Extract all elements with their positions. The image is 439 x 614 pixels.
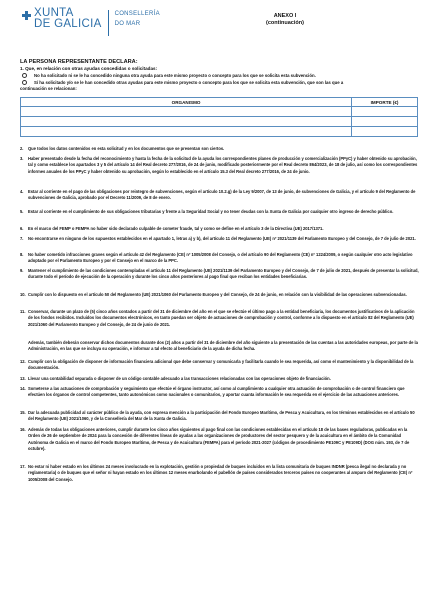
option-other-aid[interactable] — [34, 80, 429, 85]
annex-heading — [230, 13, 340, 27]
list-item — [20, 386, 420, 399]
item-text: Mantener el cumplimiento de las condiciones contempladas el artículo 11 del Reglamento (UE) 2021/1139 del Parlamento Europeo y del Consejo, de 7 de julio de 2021, después de presentar la solicitud, durante todo el período de ejecución de la operación y durante los cinco años posteriores al pago final que reciban los entidades beneficiarias. — [28, 268, 419, 280]
radio-other-aid[interactable] — [22, 80, 27, 85]
logo-line1: XUNTA — [34, 7, 74, 19]
list-item — [20, 226, 420, 232]
logo-divider — [108, 10, 109, 36]
list-item — [20, 376, 420, 382]
item-number: 3. — [20, 156, 24, 161]
xunta-cross-icon — [22, 11, 31, 20]
item-text: No encontrarse en ninguno de los supuestos establecidos en el apartado 1, letras a) y b), del artículo 11 del Reglamento (UE) nº 2021/1139 del Parlamento Europeo y del Consejo, de 7 de julio de 2021. — [28, 236, 416, 241]
organismo-cell[interactable] — [21, 127, 352, 137]
importe-cell[interactable] — [352, 107, 418, 117]
item-number: 17. — [20, 464, 26, 469]
option-no-other-aid-label: No ha solicitado ni se le ha concedido ninguna otra ayuda para este mismo proyecto o concepto para los que se solicita esta subvención. — [34, 73, 316, 78]
col-organismo: ORGANISMO — [21, 98, 352, 107]
table-row — [21, 107, 418, 117]
option-other-aid-label-cont: continuación se relacionan: — [20, 86, 77, 91]
list-item — [20, 189, 420, 202]
annex-title: ANEXO I — [273, 13, 297, 19]
list-item — [20, 146, 420, 152]
question-1: 1. Que, en relación con otras ayudas concedidas o solicitadas: — [20, 66, 158, 71]
list-item — [20, 359, 420, 372]
option-other-aid-label: Sí ha solicitado y/o se le han concedido otras ayudas para este mismo proyecto o concepto para los que se solicita esta subvención, que son las que a — [34, 80, 344, 85]
item-number: 16. — [20, 427, 26, 432]
item-number: 11. — [20, 309, 26, 314]
item-number — [20, 340, 28, 353]
list-item — [20, 268, 420, 281]
importe-cell[interactable] — [352, 127, 418, 137]
organismo-cell[interactable] — [21, 117, 352, 127]
item-text: Además de todas las obligaciones anteriores, cumplir durante los cinco años siguientes al pago final con las condiciones establecidas en el artículo 18 de las bases reguladoras, publicadas en la Orden de 26 de septiembre de 2024 para la concesión de diferentes líneas de ayudas a las organizaciones de productores del sector pesquero y de la acuicultura en el ámbito de la Comunidad Autónoma de Galicia en el marco del Fondo Europeo Marítimo, de Pesca y de Acuicultura (FEMPA) para el período 2021-2027 (códigos de procedimiento PE109C y PE109D) (DOG núm. 193, de 7 de octubre). — [28, 427, 410, 452]
item-number: 10. — [20, 292, 26, 297]
item-text: Estar al corriente en el pago de las obligaciones por reintegro de subvenciones, según el artículo 10.2.g) de la Ley 9/2007, de 13 de junio, de subvenciones de Galicia, y el artículo 9 del Reglamento de subvenciones de Galicia, aprobado por el Decreto 11/2009, de 8 de enero. — [28, 189, 416, 201]
col-importe: IMPORTE (€) — [352, 98, 418, 107]
section-title: LA PERSONA REPRESENTANTE DECLARA: — [20, 59, 138, 65]
item-text: Estar al corriente en el cumplimiento de sus obligaciones tributarias y frente a la Seguridad Social y no tener deudas con la Xunta de Galicia por cualquier otro ingreso de derecho público. — [28, 209, 394, 214]
list-item — [20, 340, 420, 353]
item-number: 8. — [20, 252, 24, 257]
list-item — [20, 156, 420, 175]
item-text: Cumplir con la obligación de disponer de información financiera adicional que debe conservar y comunicarla y facilitarla cuando le sea requerida, así como el mantenimiento y la disponibilidad de la documentación. — [28, 359, 414, 371]
item-text: Haber presentado desde la fecha del reconocimiento y hasta la fecha de la solicitud de la ayuda los correspondientes planes de producción y comercialización (PPyC) y haber obtenido su aprobación, tal y como establece los apartados 3 y 5 del artículo 14 del Real decreto 277/2016, de 24 de junio, modificado posteriormente por el Real decreto 864/2023, de 18 de julio, así como los correspondientes informes anuales de los PPyC y haber obtenido su aprobación, según lo establecido en el artículo 15.3 del Real decreto 277/2016, de 24 de junio. — [28, 156, 418, 174]
table-row — [21, 127, 418, 137]
table-row — [21, 117, 418, 127]
annex-subtitle: (continuación) — [266, 20, 304, 26]
list-item — [20, 427, 420, 453]
logo-line2: DE GALICIA — [34, 18, 102, 30]
aid-table-header — [21, 98, 418, 107]
item-number: 4. — [20, 189, 24, 194]
list-item — [20, 209, 420, 215]
item-number: 5. — [20, 209, 24, 214]
dept-line1: CONSELLERÍA — [114, 11, 160, 17]
item-text: Cumplir con lo dispuesto en el artículo 50 del Reglamento (UE) 2021/1060 del Parlamento Europeo y del Consejo, de 24 de junio, en relación con la visibilidad de las operaciones subvencionadas. — [28, 292, 407, 297]
item-text: Someterse a las actuaciones de comprobación y seguimiento que efectúe el órgano instructor, así como al cumplimiento a cualquier otra actuación de comprobación o de control financiero que efectúen los órganos de control competentes, tanto autonómicos como nacionales o comunitarios, y aportar cuanta información le sea requerida en el ejercicio de las actuaciones anteriores. — [28, 386, 405, 398]
item-number: 9. — [20, 268, 24, 273]
list-item — [20, 464, 420, 483]
item-text: Llevar una contabilidad separada o disponer de un código contable adecuado a las transacciones relacionadas con las operaciones objeto de financiación. — [28, 376, 331, 381]
list-item — [20, 252, 420, 265]
aid-table — [20, 97, 418, 137]
item-text: Además, también deberán conservar dichos documentos durante dos (2) años a partir del 31 de diciembre del año siguiente a la presentación de las cuentas a las autoridades europeas, por parte de la Administración, en las que se incluya su operación, e informar a tal efecto al beneficiario de la ayuda de dicha fecha. — [28, 340, 418, 352]
list-item — [20, 236, 420, 242]
item-number: 12. — [20, 359, 26, 364]
importe-cell[interactable] — [352, 117, 418, 127]
organismo-cell[interactable] — [21, 107, 352, 117]
item-text: Conservar, durante un plazo de (5) cinco años contados a partir del 31 de diciembre del año en el que se efectúe el último pago a la entidad beneficiaria, los documentos justificativos de la aplicación de los fondos recibidos. Incluidos los documentos electrónicos, en tanto puedan ser objeto de actuaciones de comprobación y control, conforme a lo dispuesto en el artículo 82 del Reglamento (UE) 2021/1060 del Parlamento Europeo y del Consejo, de 24 de junio de 2021. — [28, 309, 415, 327]
item-text: No haber cometido infracciones graves según el artículo 42 del Reglamento (CE) nº 1005/2008 del Consejo, o del artículo 90 del Reglamento (CE) nº 1224/2009, o según cualquier otro acto legislativo adoptado por el Parlamento Europeo y por el Consejo en el marco de la PPC. — [28, 252, 413, 264]
item-text: En el marco del FEMP o FEMPA no haber sido declarado culpable de cometer fraude, tal y como se define en el artículo 3 de la Directiva (UE) 2017/1371. — [28, 226, 324, 231]
item-number: 14. — [20, 386, 26, 391]
list-item — [20, 410, 420, 423]
list-item — [20, 292, 420, 298]
option-no-other-aid[interactable] — [34, 73, 429, 78]
item-number: 15. — [20, 410, 26, 415]
dept-line2: DO MAR — [114, 21, 141, 27]
xunta-logo — [22, 8, 160, 44]
list-item — [20, 309, 420, 328]
item-number: 7. — [20, 236, 24, 241]
radio-no-other-aid[interactable] — [22, 73, 27, 78]
item-number: 2. — [20, 146, 24, 151]
item-text: No estar ni haber estado en los últimos 24 meses involucrado en la explotación, gestión o propiedad de buques incluidos en la lista comunitaria de buques INDNR (pesca ilegal no declarada y no reglamentaria) o de buques que el señor ni hayan estado en los últimos 12 meses enarbolando el pabellón de países considerados terceros países no cooperantes al amparo del Reglamento (CE) nº 1005/2008 del Consejo. — [28, 464, 413, 482]
item-text: Que todos los datos contenidos en esta solicitud y en los documentos que se presentan son ciertos. — [28, 146, 225, 151]
item-number: 13. — [20, 376, 26, 381]
item-number: 6. — [20, 226, 24, 231]
item-text: Dar la adecuada publicidad al carácter público de la ayuda, con expresa mención a la participación del Fondo Europeo Marítimo, de Pesca y Acuicultura, en los términos establecidos en el artículo 50 del Reglamento (UE) 2021/1060, y de la Consellería del Mar de la Xunta de Galicia. — [28, 410, 415, 422]
